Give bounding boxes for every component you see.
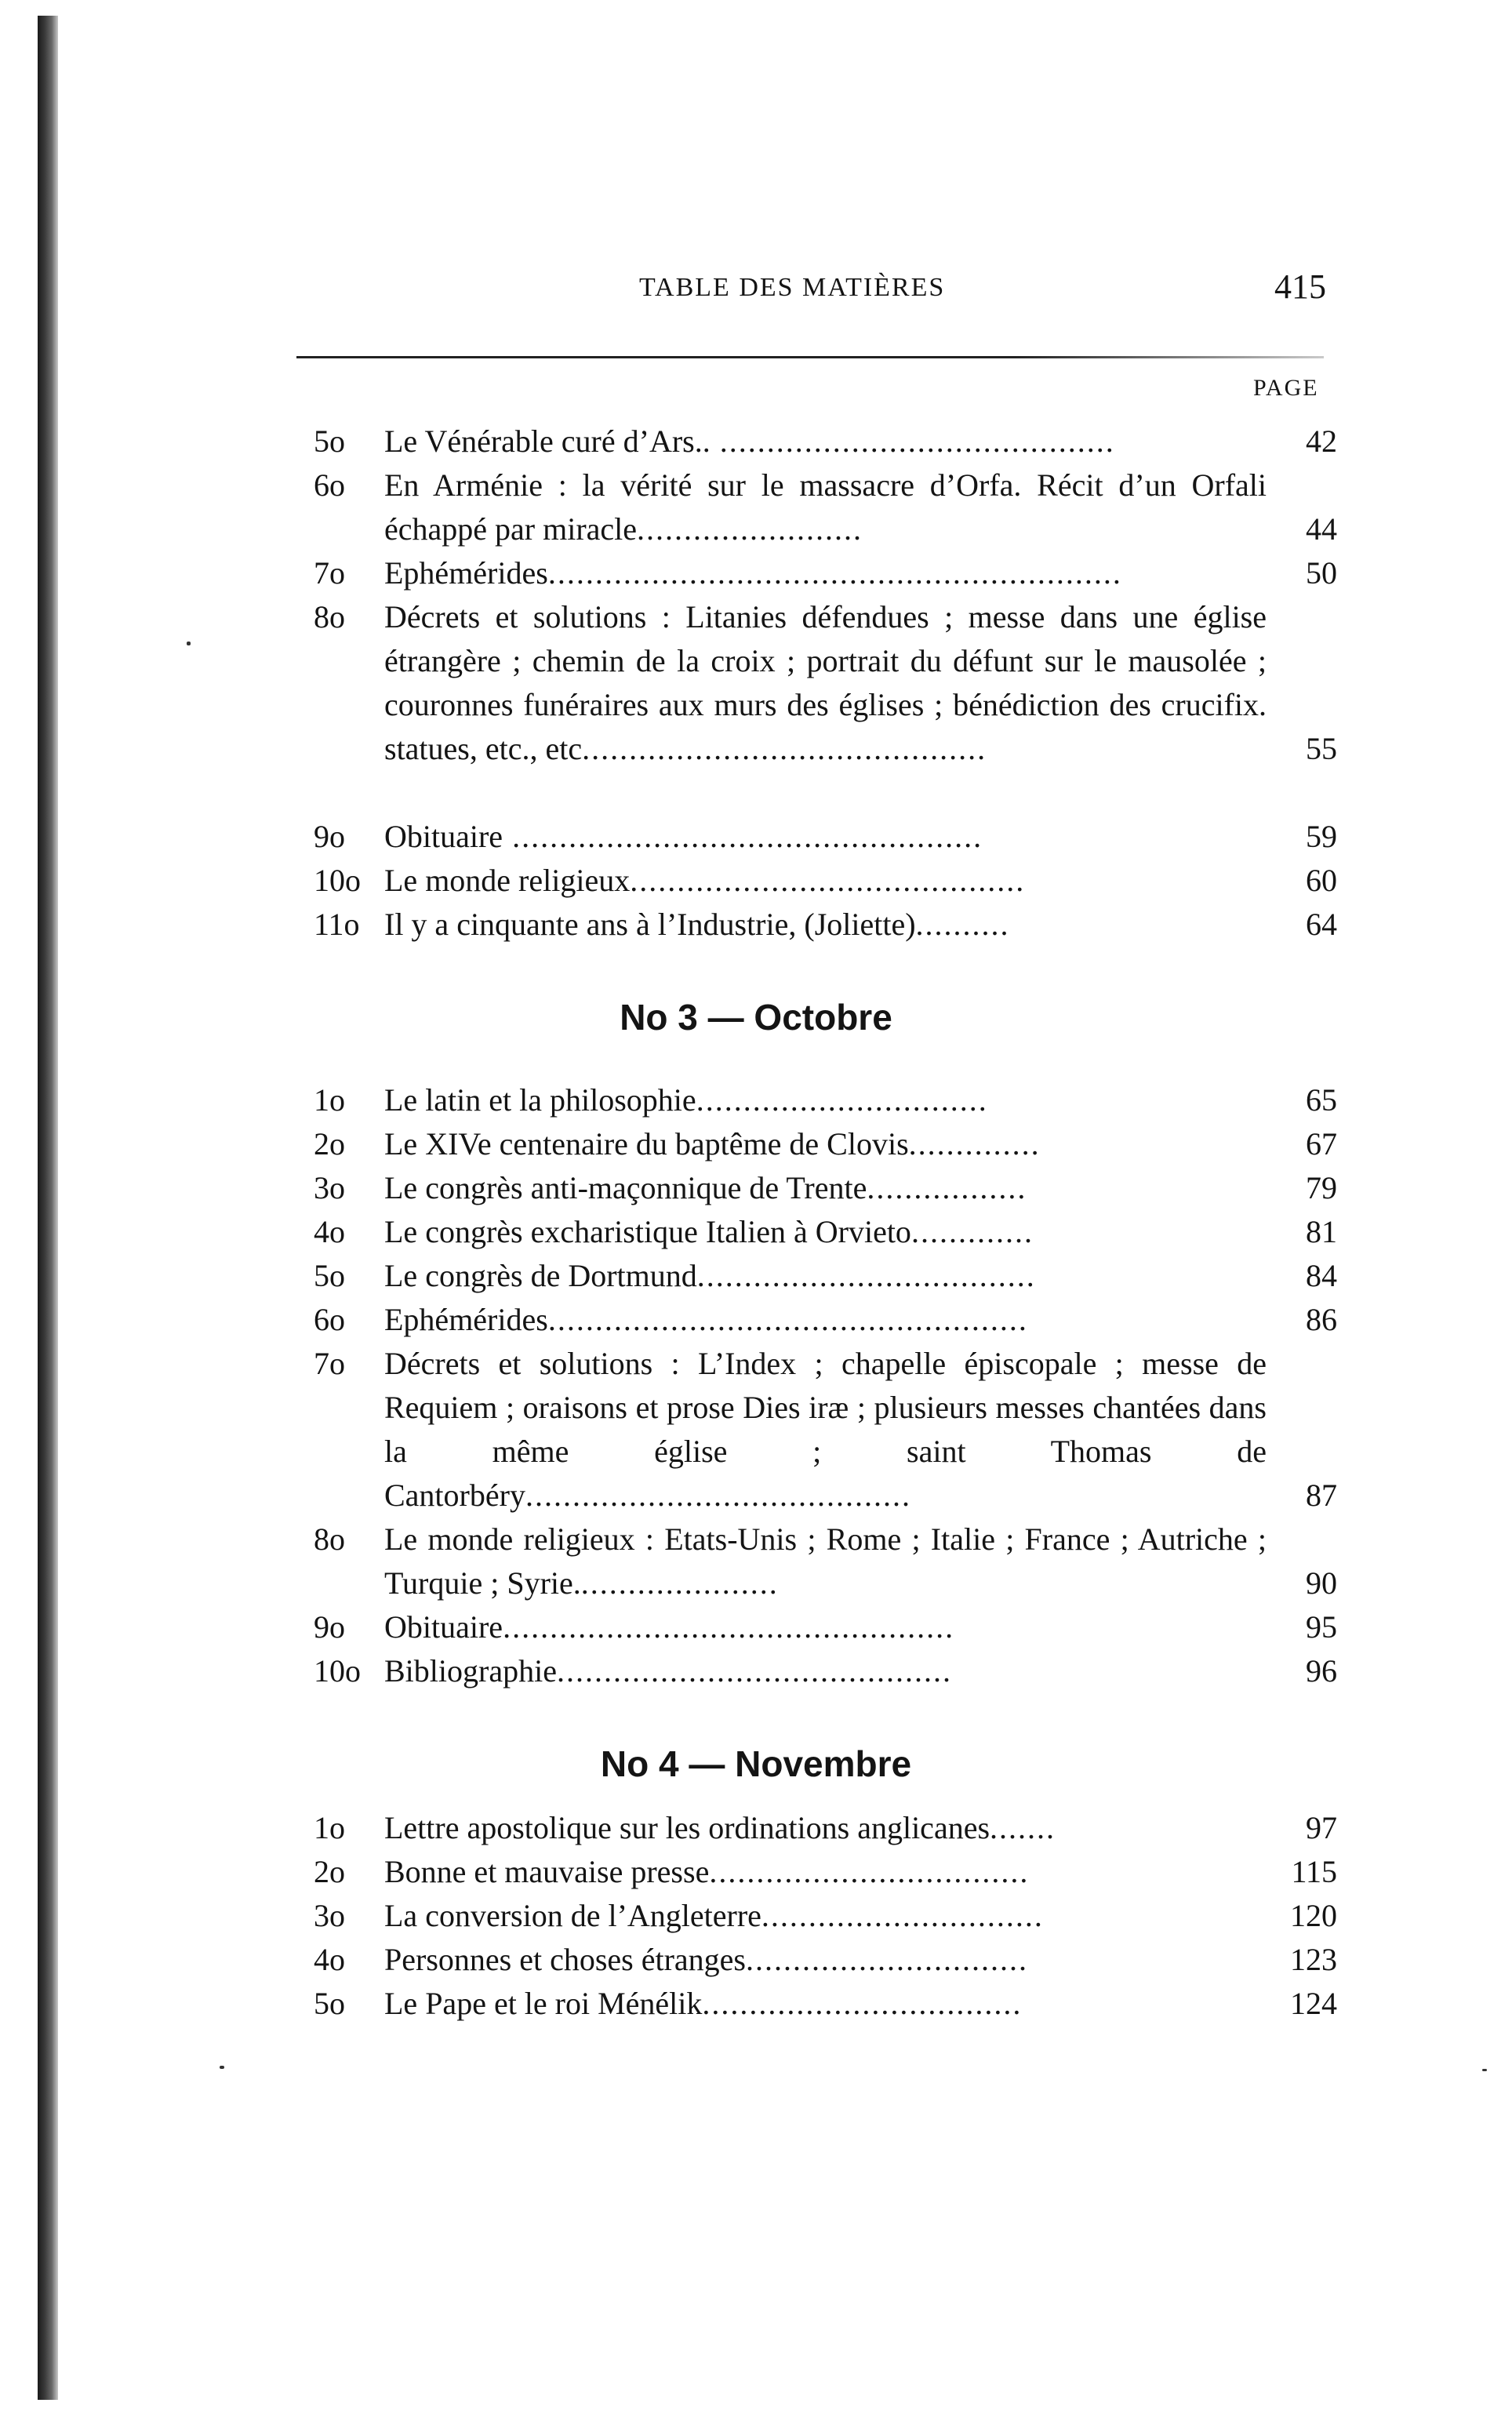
entry-page: 60: [1306, 863, 1337, 898]
entry-title: Personnes et choses étranges..............................: [384, 1942, 1028, 1977]
entry-page: 95: [1306, 1609, 1337, 1645]
entry-number: 9o: [314, 819, 345, 854]
entry-page: 81: [1306, 1214, 1337, 1249]
entry-title: Bonne et mauvaise presse..................................: [384, 1854, 1030, 1889]
entry-number: 10o: [314, 1653, 361, 1689]
scan-speck: [1482, 2069, 1487, 2071]
entry-page: 96: [1306, 1653, 1337, 1689]
entry-title: Obituaire................................................: [384, 1609, 955, 1645]
entry-title: Le congrès excharistique Italien à Orvieto.............: [384, 1214, 1034, 1249]
entry-page: 115: [1291, 1854, 1337, 1889]
section-heading-octobre: No 3 — Octobre: [620, 997, 892, 1038]
toc-entry: [314, 903, 1337, 947]
entry-title: Décrets et solutions : L’Index ; chapelle épiscopale ; messe de Requiem ; oraisons et prose Dies iræ ; plusieurs messes chantées dans la même église ; saint Thomas de Cantorbéry.........................................: [384, 1346, 1267, 1513]
entry-title: Le monde religieux..........................................: [384, 863, 1026, 898]
running-header-title: TABLE DES MATIÈRES: [639, 273, 946, 302]
entry-number: 8o: [314, 1521, 345, 1557]
entry-title: Le monde religieux : Etats-Unis ; Rome ; Italie ; France ; Autriche ; Turquie ; Syrie......................: [384, 1521, 1267, 1601]
entry-page: 120: [1290, 1898, 1337, 1933]
entry-title: Obituaire ..................................................: [384, 819, 983, 854]
toc-entry: [314, 1806, 1337, 1850]
toc-entry: [314, 1894, 1337, 1938]
toc-entry: [314, 1078, 1337, 1122]
entry-number: 7o: [314, 555, 345, 591]
entry-number: 3o: [314, 1170, 345, 1205]
section-heading-novembre: No 4 — Novembre: [600, 1743, 912, 1784]
header-rule: [296, 356, 1324, 358]
entry-page: 50: [1306, 555, 1337, 591]
entry-number: 5o: [314, 1986, 345, 2021]
entry-page: 97: [1306, 1810, 1337, 1845]
entry-number: 7o: [314, 1346, 345, 1381]
entry-page: 87: [1306, 1478, 1337, 1513]
entry-number: 11o: [314, 907, 360, 942]
toc-entry: [314, 859, 1337, 903]
entry-page: 84: [1306, 1258, 1337, 1293]
entry-number: 1o: [314, 1810, 345, 1845]
entry-page: 90: [1306, 1565, 1337, 1601]
entry-page: 123: [1290, 1942, 1337, 1977]
entry-title: Le Vénérable curé d’Ars.. ..........................................: [384, 423, 1115, 459]
scan-speck: [187, 642, 191, 645]
toc-entry: [314, 463, 1337, 551]
entry-page: 65: [1306, 1082, 1337, 1118]
entry-page: 67: [1306, 1126, 1337, 1161]
toc-entry: [314, 420, 1337, 463]
entry-title: Le XIVe centenaire du baptême de Clovis..............: [384, 1126, 1041, 1161]
entry-title: Le latin et la philosophie...............................: [384, 1082, 988, 1118]
page-number: 415: [1274, 267, 1326, 306]
toc-entry: [314, 1210, 1337, 1254]
entry-title: Le Pape et le roi Ménélik..................................: [384, 1986, 1023, 2021]
entry-number: 5o: [314, 1258, 345, 1293]
entry-title: Ephémérides...................................................: [384, 1302, 1028, 1337]
entry-number: 3o: [314, 1898, 345, 1933]
toc-entry: [314, 1518, 1337, 1605]
toc-entry: [314, 595, 1337, 771]
entry-page: 59: [1306, 819, 1337, 854]
entry-number: 8o: [314, 599, 345, 634]
toc-entry: [314, 1342, 1337, 1518]
entry-page: 86: [1306, 1302, 1337, 1337]
entry-page: 55: [1306, 731, 1337, 766]
entry-title: Le congrès de Dortmund....................................: [384, 1258, 1036, 1293]
entry-number: 2o: [314, 1854, 345, 1889]
toc-entry: [314, 1254, 1337, 1298]
entry-number: 4o: [314, 1942, 345, 1977]
entry-number: 1o: [314, 1082, 345, 1118]
entry-number: 6o: [314, 467, 345, 503]
entry-title: En Arménie : la vérité sur le massacre d’Orfa. Récit d’un Orfali échappé par miracle........................: [384, 467, 1267, 547]
entry-page: 79: [1306, 1170, 1337, 1205]
entry-title: Il y a cinquante ans à l’Industrie, (Joliette)..........: [384, 907, 1010, 942]
entry-page: 64: [1306, 907, 1337, 942]
entry-title: Ephémérides.............................................................: [384, 555, 1122, 591]
scan-speck: [220, 2066, 224, 2069]
toc-entry: [314, 1605, 1337, 1649]
entry-page: 44: [1306, 511, 1337, 547]
toc-entry: [314, 551, 1337, 595]
toc-entry: [314, 815, 1337, 859]
page-column-label: PAGE: [1253, 375, 1319, 401]
entry-number: 5o: [314, 423, 345, 459]
entry-number: 10o: [314, 863, 361, 898]
toc-entry: [314, 1122, 1337, 1166]
toc-entry: [314, 1938, 1337, 1982]
toc-entry: [314, 1850, 1337, 1894]
entry-number: 6o: [314, 1302, 345, 1337]
toc-entry: [314, 1649, 1337, 1693]
toc-entry: [314, 1166, 1337, 1210]
entry-title: Lettre apostolique sur les ordinations anglicanes.......: [384, 1810, 1056, 1845]
page-binding-edge: [38, 16, 58, 2400]
toc-entry: [314, 1298, 1337, 1342]
entry-title: Décrets et solutions : Litanies défendues ; messe dans une église étrangère ; chemin de la croix ; portrait du défunt sur le mausolée ; couronnes funéraires aux murs des églises ; bénédiction des crucifix. statues, etc., etc...........................................: [384, 599, 1267, 766]
entry-number: 2o: [314, 1126, 345, 1161]
entry-number: 9o: [314, 1609, 345, 1645]
entry-number: 4o: [314, 1214, 345, 1249]
toc-entry: [314, 1982, 1337, 2026]
entry-page: 124: [1290, 1986, 1337, 2021]
entry-title: Bibliographie..........................................: [384, 1653, 952, 1689]
entry-title: Le congrès anti-maçonnique de Trente.................: [384, 1170, 1027, 1205]
entry-page: 42: [1306, 423, 1337, 459]
entry-title: La conversion de l’Angleterre..............................: [384, 1898, 1044, 1933]
